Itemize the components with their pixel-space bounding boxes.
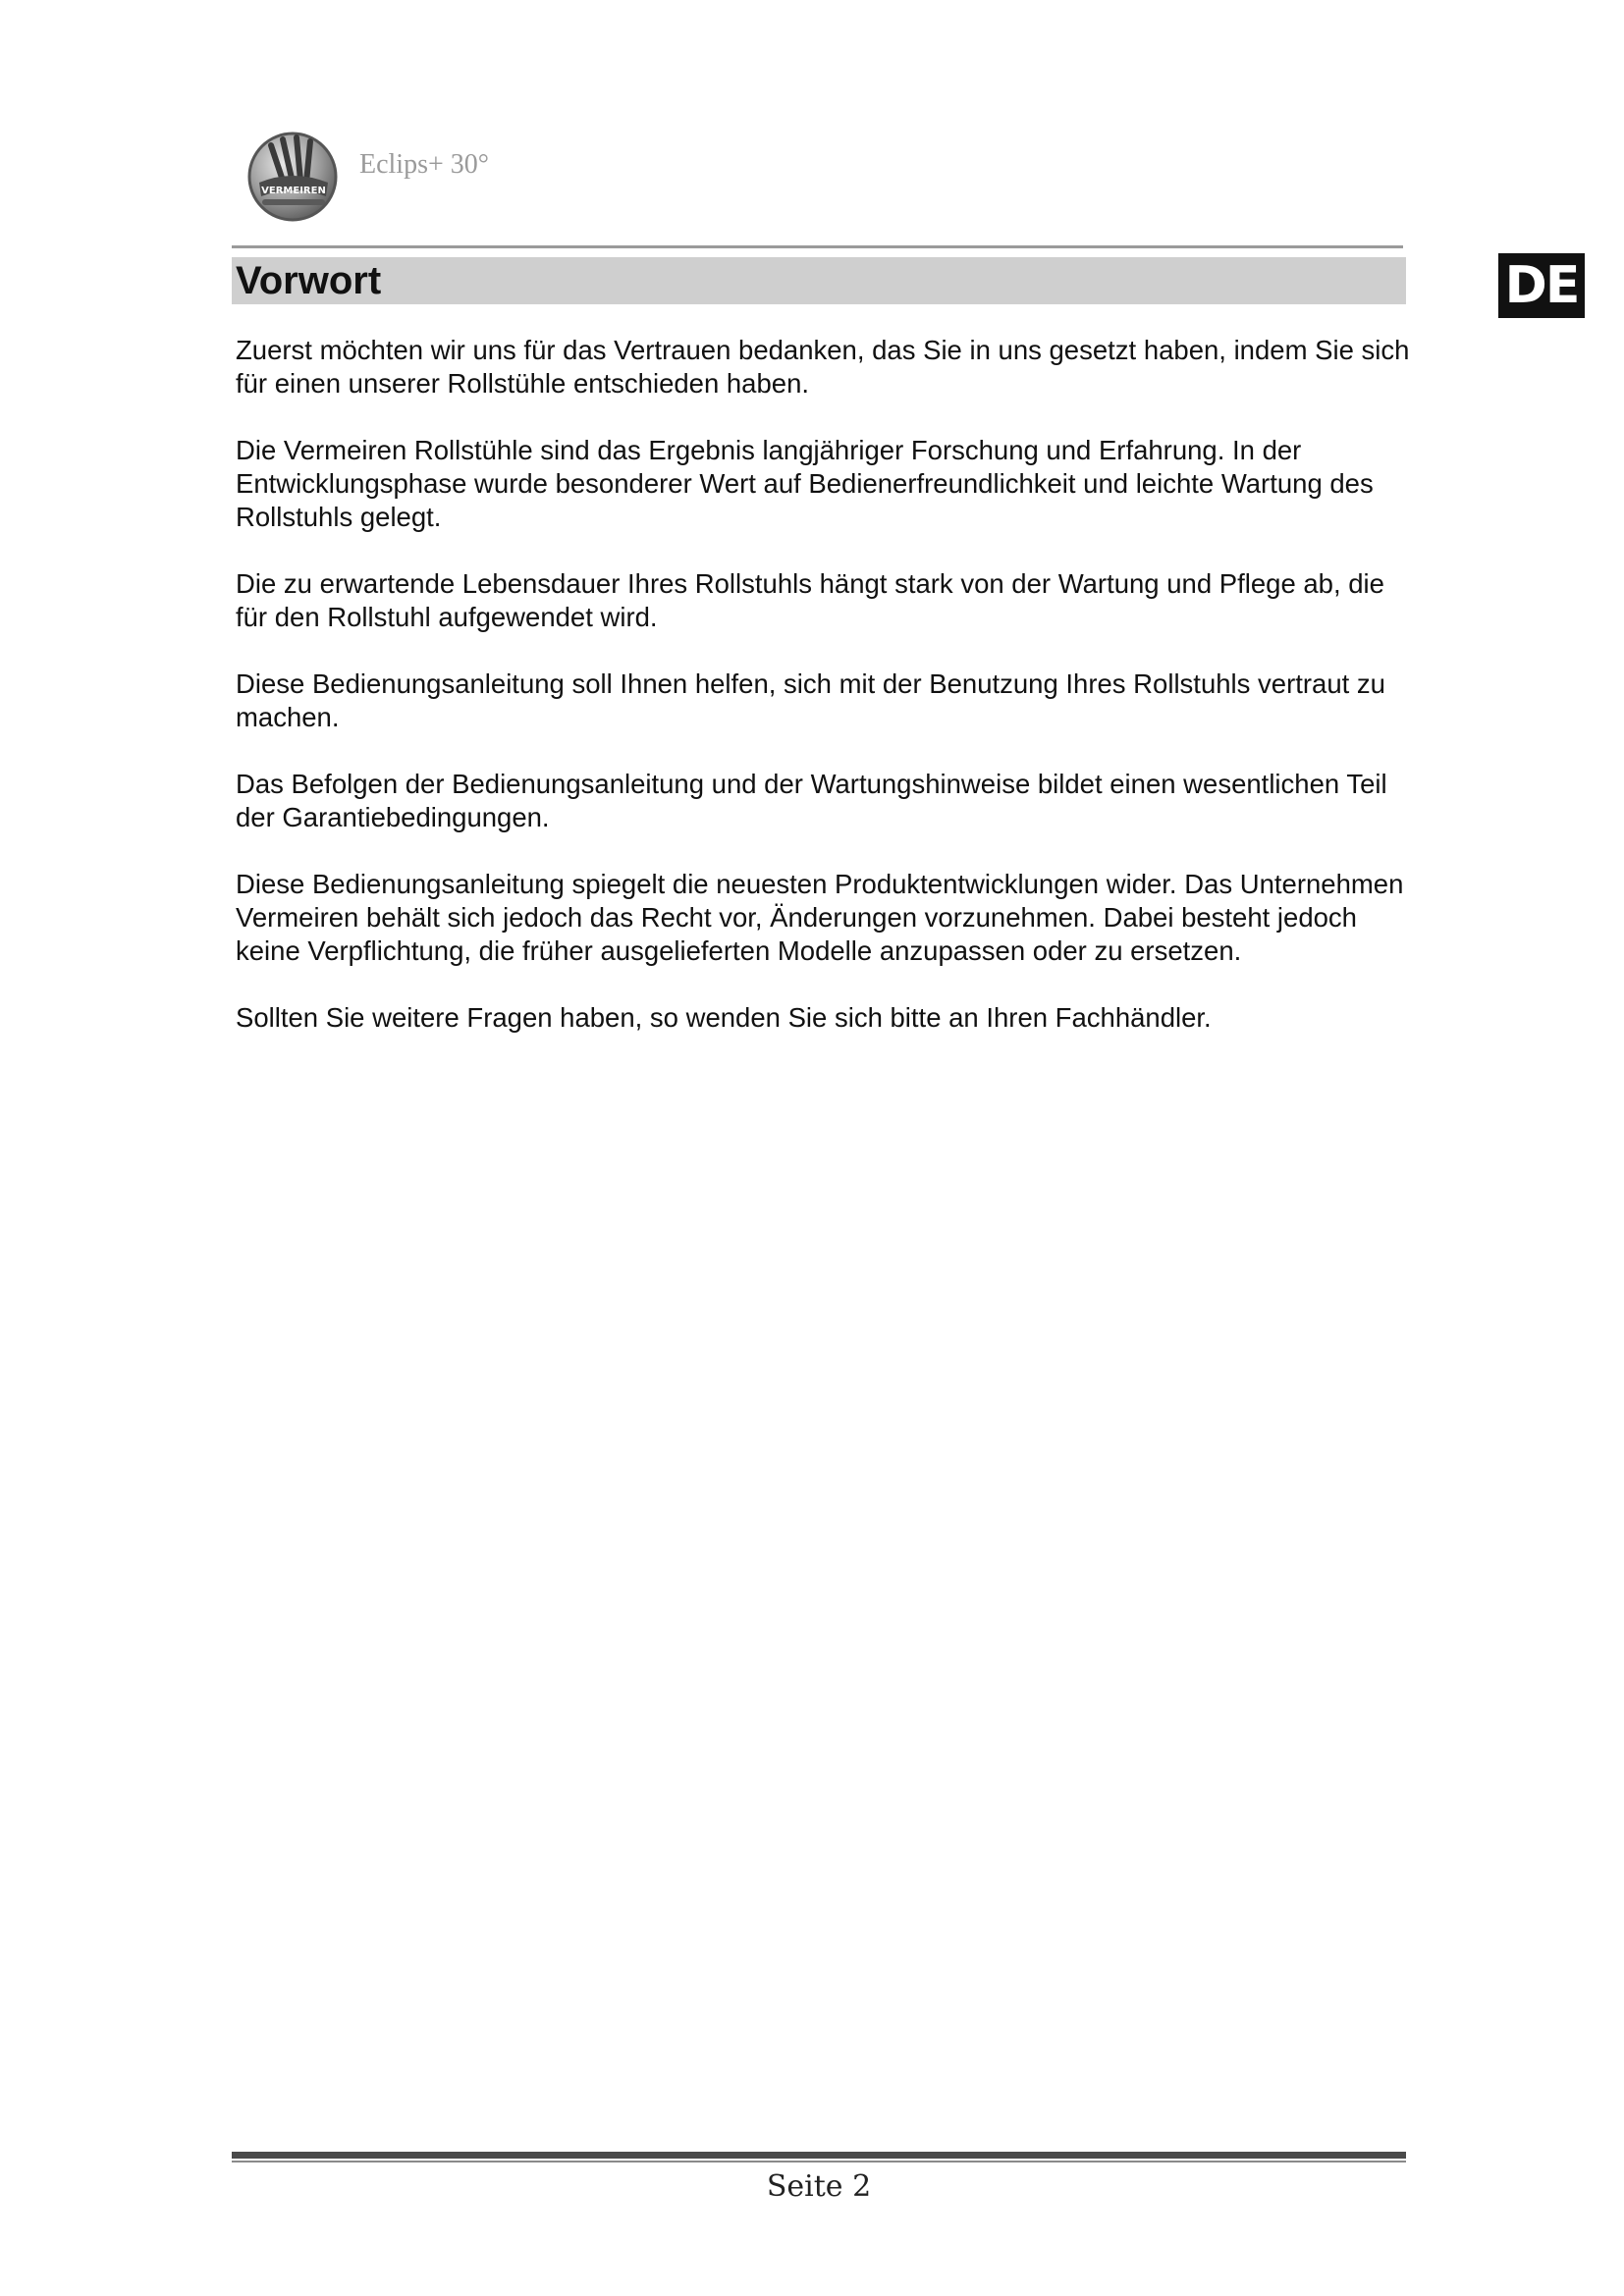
paragraph: Zuerst möchten wir uns für das Vertrauen bedanken, das Sie in uns gesetzt haben, indem Sie sich für einen unserer Rollstühle entschieden haben. [236,335,1410,399]
header-divider [232,245,1403,248]
footer-divider-thin [232,2161,1406,2163]
paragraph: Diese Bedienungsanleitung soll Ihnen helfen, sich mit der Benutzung Ihres Rollstuhls vertraut zu machen. [236,668,1385,732]
paragraph: Sollten Sie weitere Fragen haben, so wenden Sie sich bitte an Ihren Fachhändler. [236,1002,1212,1033]
paragraph: Die zu erwartende Lebensdauer Ihres Rollstuhls hängt stark von der Wartung und Pflege ab, die für den Rollstuhl aufgewendet wird. [236,568,1384,632]
logo-text: VERMEIREN [261,186,326,196]
vermeiren-logo-icon [242,126,350,224]
body-text [236,334,1414,1068]
page-number: Seite 2 [766,2169,872,2204]
language-badge: DE [1498,253,1585,318]
product-name: Eclips+ 30° [359,149,489,180]
paragraph: Das Befolgen der Bedienungsanleitung und der Wartungshinweise bildet einen wesentlichen Teil der Garantiebedingungen. [236,769,1387,832]
footer-divider [232,2152,1406,2159]
title-bar [232,257,1406,304]
page-title: Vorwort [236,259,382,302]
paragraph: Diese Bedienungsanleitung spiegelt die neuesten Produktentwicklungen wider. Das Unternehmen Vermeiren behält sich jedoch das Recht vor, Änderungen vorzunehmen. Dabei besteht jedoch keine Verpflichtung, die früher ausgelieferten Modelle anzupassen oder zu ersetzen. [236,869,1404,966]
paragraph: Die Vermeiren Rollstühle sind das Ergebnis langjähriger Forschung und Erfahrung. In der Entwicklungsphase wurde besonderer Wert auf Bedienerfreundlichkeit und leichte Wartung des Rollstuhls gelegt. [236,435,1374,532]
